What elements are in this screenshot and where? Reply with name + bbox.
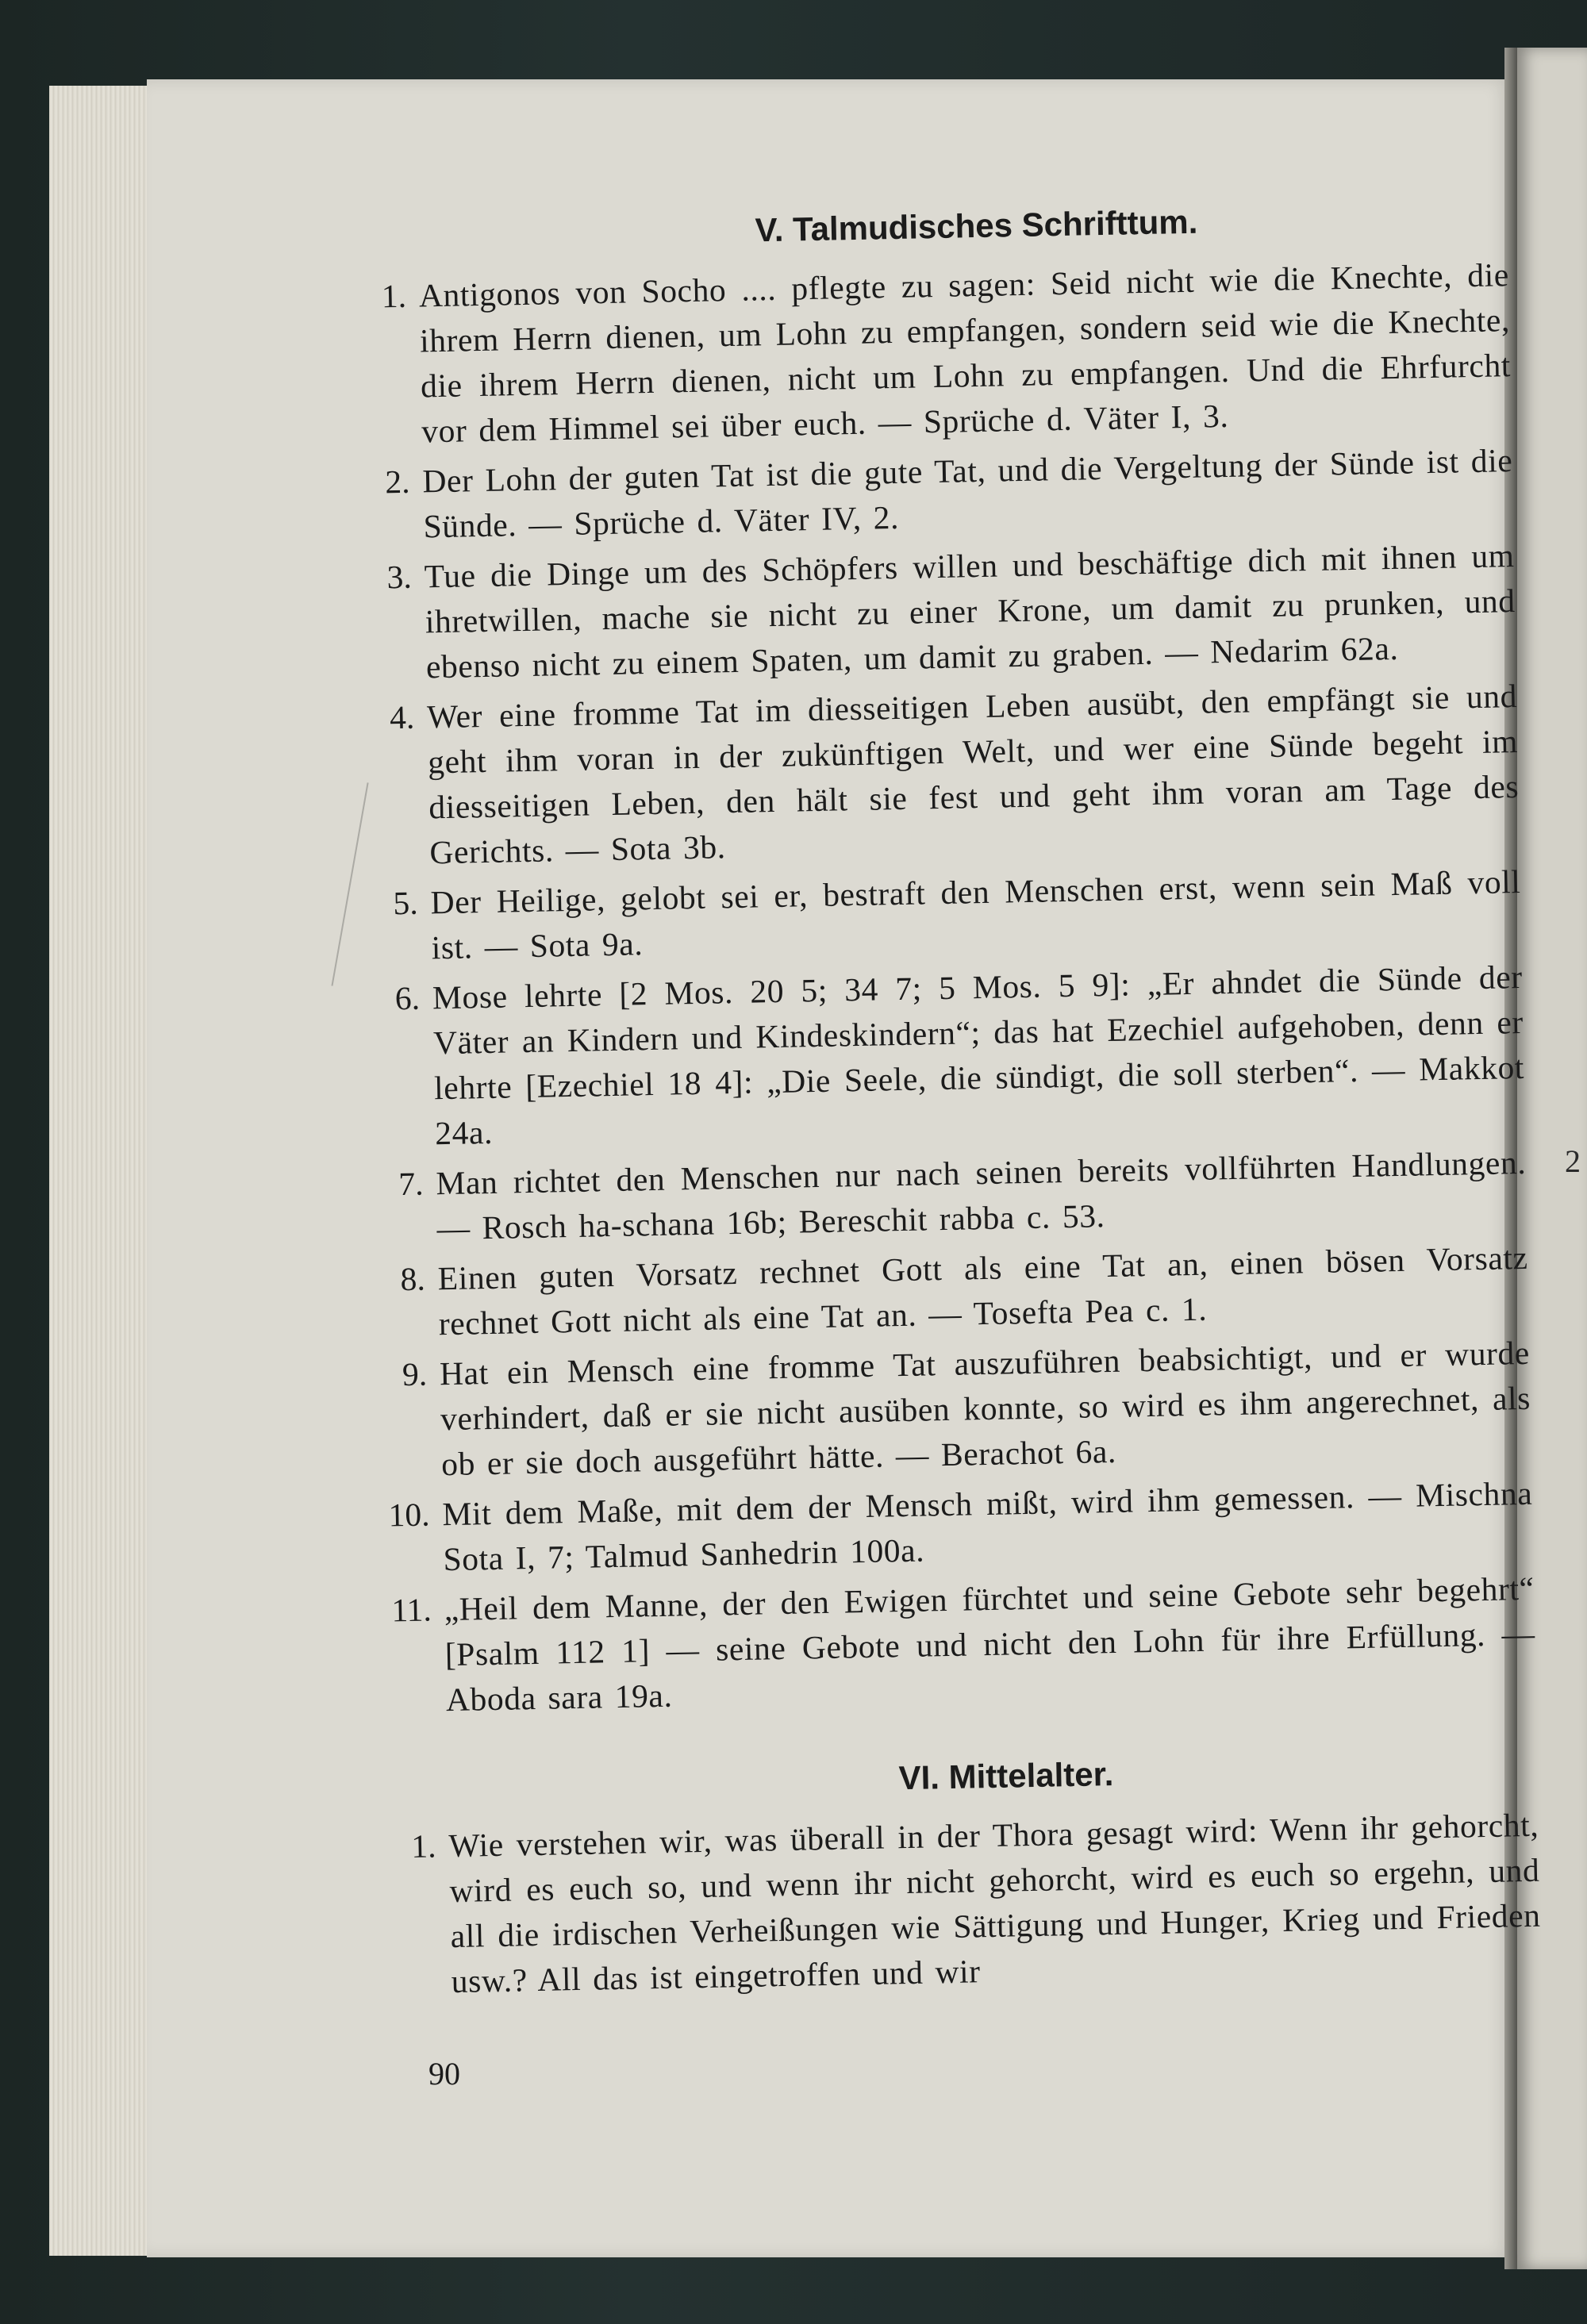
item-number: 11.: [390, 1591, 432, 1629]
page-content: [381, 193, 1542, 2009]
item-number: 6.: [394, 979, 421, 1017]
section-vi-list: [410, 1803, 1542, 2005]
list-item: [381, 252, 1512, 455]
item-number: 7.: [398, 1165, 424, 1203]
list-item: [410, 1803, 1542, 2005]
item-number: 1.: [381, 277, 407, 315]
section-vi-heading: VI. Mittelalter.: [898, 1755, 1114, 1797]
item-number: 3.: [386, 558, 413, 596]
item-text: Wer eine fromme Tat im diesseitigen Leben ausübt, den empfängt sie und geht ihm voran in der zukünftigen Welt, und wer eine Sünde begeht im diesseitigen Leben, den hält sie fest und geht ihm voran am Tage des Gerichts. — Sota 3b.: [426, 678, 1520, 871]
list-item: [389, 674, 1520, 876]
next-page-number: 2: [1565, 1143, 1581, 1179]
item-text: Mose lehrte [2 Mos. 20 5; 34 7; 5 Mos. 5 9]: „Er ahndet die Sünde der Väter an Kindern und Kindeskindern“; das hat Ezechiel aufgehoben, denn er lehrte [Ezechiel 18 4]: „Die Seele, die sündigt, die soll sterben“. — Makkot 24a.: [432, 958, 1525, 1152]
list-item: [400, 1235, 1529, 1347]
list-item: [390, 1566, 1536, 1723]
list-item: [402, 1331, 1532, 1488]
item-text: Einen guten Vorsatz rechnet Gott als eine Tat an, einen bösen Vorsatz rechnet Gott nicht als eine Tat an. — Tosefta Pea c. 1.: [437, 1239, 1528, 1343]
item-text: Der Heilige, gelobt sei er, bestraft den Menschen erst, wenn sein Maß voll ist. — Sota 9a.: [430, 862, 1521, 966]
section-v-list: [381, 252, 1536, 1723]
item-text: Antigonos von Socho .... pflegte zu sagen: Seid nicht wie die Knechte, die ihrem Herrn dienen, um Lohn zu empfangen, sondern seid wie die Knechte, die ihrem Herrn dienen, nicht um Lohn zu empfangen. Und die Ehrfurcht vor dem Himmel sei über euch. — Sprüche d. Väter I, 3.: [418, 256, 1512, 450]
list-item: [393, 859, 1522, 971]
item-number: 10.: [388, 1496, 430, 1534]
page-number: 90: [428, 2056, 460, 2092]
list-item: [398, 1140, 1527, 1252]
item-number: 9.: [402, 1355, 428, 1393]
item-number: 8.: [400, 1260, 426, 1298]
item-text: Wie verstehen wir, was überall in der Thora gesagt wird: Wenn ihr gehorcht, wird es euch so, und wenn ihr nicht gehorcht, wird es euch so ergehn, und all die irdischen Verheißungen wie Sättigung und Hunger, Krieg und Frieden usw.? All das ist eingetroffen und wir: [448, 1806, 1541, 2000]
item-number: 2.: [384, 463, 410, 501]
section-v-heading: V. Talmudisches Schrifttum.: [755, 202, 1198, 249]
list-item: [394, 955, 1525, 1157]
item-text: Hat ein Mensch eine fromme Tat auszuführen beabsichtigt, und er wurde verhindert, daß er sie nicht ausüben konnte, so wird es ihm angerechnet, als ob er sie doch ausgeführt hätte. — Berachot 6a.: [439, 1334, 1531, 1483]
list-item: [388, 1471, 1534, 1583]
item-number: 1.: [410, 1827, 436, 1865]
item-number: 5.: [393, 884, 419, 922]
item-text: Der Lohn der guten Tat ist die gute Tat, und die Vergeltung der Sünde ist die Sünde. — Sprüche d. Väter IV, 2.: [422, 442, 1513, 545]
list-item: [384, 438, 1514, 550]
item-text: Man richtet den Menschen nur nach seinen bereits vollführten Handlungen. — Rosch ha-schana 16b; Bereschit rabba c. 53.: [436, 1143, 1527, 1247]
item-text: „Heil dem Manne, der den Ewigen fürchtet und seine Gebote sehr begehrt“ [Psalm 112 1] — seine Gebote und nicht den Lohn für ihre Erfüllung. — Aboda sara 19a.: [444, 1569, 1536, 1719]
item-text: Tue die Dinge um des Schöpfers willen und beschäftige dich mit ihnen um ihretwillen, mache sie nicht zu einer Krone, um damit zu prunken, und ebenso nicht zu einem Spaten, um damit zu graben. — Nedarim 62a.: [424, 537, 1516, 686]
list-item: [386, 533, 1516, 690]
item-text: Mit dem Maße, mit dem der Mensch mißt, wird ihm gemessen. — Mischna Sota I, 7; Talmud Sanhedrin 100a.: [442, 1474, 1533, 1578]
page-stack-edge: [49, 86, 152, 2256]
item-number: 4.: [389, 698, 415, 736]
